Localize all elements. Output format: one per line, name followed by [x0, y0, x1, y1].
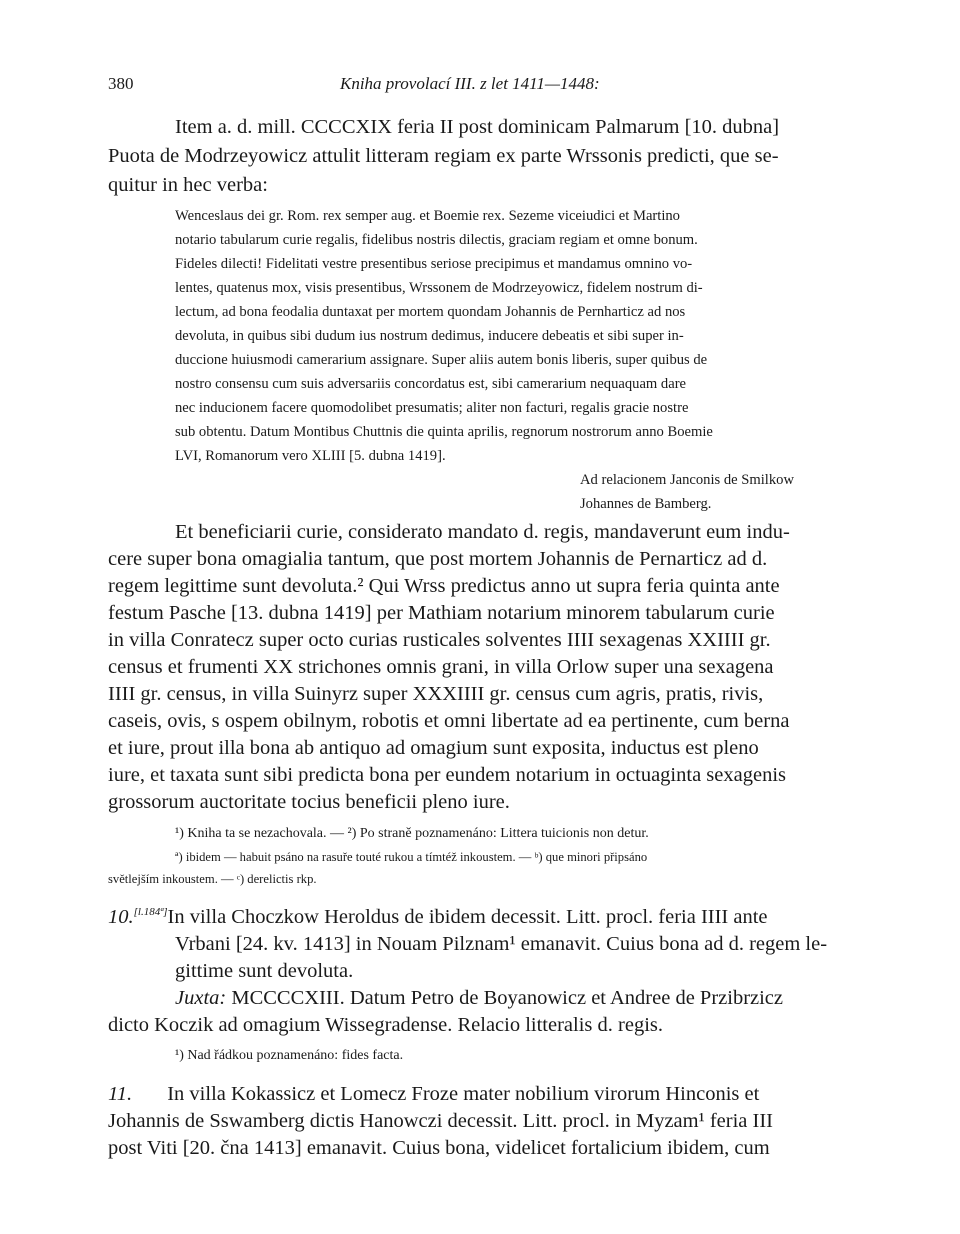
section-2-line-6: census et frumenti XX strichones omnis grani, in villa Orlow super una sexagena: [108, 656, 774, 678]
letter-line-4: lentes, quatenus mox, visis presentibus, Wrssonem de Modrzeyowicz, fidelem nostrum di-: [175, 280, 703, 296]
letter-line-9: nec inducionem facere quomodolibet presumatis; aliter non facturi, regalis gracie nostre: [175, 400, 689, 416]
section-1-line-2: Puota de Modrzeyowicz attulit litteram regiam ex parte Wrssonis predicti, que se-: [108, 145, 779, 167]
letter-line-11: LVI, Romanorum vero XLIII [5. dubna 1419].: [175, 448, 446, 464]
entry-10-text-1: In villa Choczkow Heroldus de ibidem decessit. Litt. procl. feria IIII ante: [167, 906, 768, 928]
section-2-line-11: grossorum auctoritate tocius beneficii pleno iure.: [108, 791, 510, 813]
footnote-1-line-2: ª) ibidem — habuit psáno na rasuře touté rukou a tímtéž inkoustem. — ᵇ) que minori připsáno: [175, 850, 648, 864]
section-2-line-3: regem legittime sunt devoluta.² Qui Wrss predictus anno ut supra feria quinta ante: [108, 575, 780, 597]
letter-line-3: Fideles dilecti! Fidelitati vestre presentibus seriose precipimus et mandamus omnino vo-: [175, 256, 693, 272]
section-2-line-10: iure, et taxata sunt sibi predicta bona per eundem notarium in octuaginta sexagenis: [108, 764, 786, 786]
section-2-line-1: Et beneficiarii curie, considerato mandato d. regis, mandaverunt eum indu-: [175, 521, 790, 543]
letter-line-7: duccione huiusmodi camerarium assignare. Super aliis autem bonis liberis, super quibus de: [175, 352, 708, 368]
juxta-line-2: dicto Koczik ad omagium Wissegradense. Relacio litteralis d. regis.: [108, 1014, 663, 1036]
letter-line-1: Wenceslaus dei gr. Rom. rex semper aug. et Boemie rex. Sezeme viceiudici et Martino: [175, 208, 680, 224]
footnote-1-line-1: ¹) Kniha ta se nezachovala. — ²) Po straně poznamenáno: Littera tuicionis non detur.: [175, 826, 649, 841]
relacio-line-1: Ad relacionem Janconis de Smilkow: [580, 472, 794, 488]
section-2-line-8: caseis, ovis, s ospem obilnym, robotis et omni libertate ad ea pertinente, cum berna: [108, 710, 790, 732]
juxta-line-1: [175, 987, 783, 1010]
letter-line-5: lectum, ad bona feodalia duntaxat per mortem quondam Johannis de Pernharticz ad nos: [175, 304, 686, 320]
entry-11-text-1: In villa Kokassicz et Lomecz Froze mater nobilium virorum Hinconis et: [167, 1083, 760, 1105]
entry-10-folio-ref: [l.184ª]: [133, 906, 168, 919]
section-2-line-5: in villa Conratecz super octo curias rusticales solventes IIII sexagenas XXIIII gr.: [108, 629, 771, 651]
footnote-1-line-3: světlejším inkoustem. — ᶜ) derelictis rkp.: [108, 872, 317, 886]
section-2-line-4: festum Pasche [13. dubna 1419] per Mathiam notarium minorem tabularum curie: [108, 602, 775, 624]
entry-10-line-2: Vrbani [24. kv. 1413] in Nouam Pilznam¹ emanavit. Cuius bona ad d. regem le-: [175, 933, 828, 955]
entry-11-number: 11.: [108, 1083, 133, 1105]
entry-10-line-3: gittime sunt devoluta.: [175, 960, 354, 982]
section-1-line-1: Item a. d. mill. CCCCXIX feria II post dominicam Palmarum [10. dubna]: [175, 116, 780, 138]
entry-11-line-2: Johannis de Sswamberg dictis Hanowczi decessit. Litt. procl. in Myzam¹ feria III: [108, 1110, 774, 1132]
juxta-text-1: MCCCCXIII. Datum Petro de Boyanowicz et Andree de Przibrzicz: [231, 987, 784, 1009]
juxta-label: Juxta:: [175, 987, 227, 1009]
section-2-line-9: et iure, prout illa bona ab antiquo ad omagium sunt exposita, inductus est pleno: [108, 737, 759, 759]
letter-line-2: notario tabularum curie regalis, fidelibus nostris dilectis, graciam regiam et omne bonum.: [175, 232, 698, 248]
entry-11-line-1: [108, 1083, 759, 1106]
running-title: Kniha provolací III. z let 1411—1448:: [340, 74, 600, 93]
letter-line-6: devoluta, in quibus sibi dudum ius nostrum dedimus, inducere debeatis et sibi super in-: [175, 328, 684, 344]
entry-10-number: 10.: [108, 906, 134, 928]
entry-10-footnote: ¹) Nad řádkou poznamenáno: fides facta.: [175, 1048, 404, 1063]
entry-10-line-1: [108, 906, 768, 929]
relacio-line-2: Johannes de Bamberg.: [580, 496, 712, 512]
letter-line-10: sub obtentu. Datum Montibus Chuttnis die quinta aprilis, regnorum nostrorum anno Boemie: [175, 424, 713, 440]
section-1-line-3: quitur in hec verba:: [108, 174, 268, 196]
entry-11-line-3: post Viti [20. čna 1413] emanavit. Cuius bona, videlicet fortalicium ibidem, cum: [108, 1137, 770, 1159]
section-2-line-2: cere super bona omagialia tantum, que post mortem Johannis de Pernarticz ad d.: [108, 548, 768, 570]
section-2-line-7: IIII gr. census, in villa Suinyrz super XXXIIII gr. census cum agris, pratis, rivis,: [108, 683, 764, 705]
page-number: 380: [108, 74, 134, 93]
letter-line-8: nostro consensu cum suis adversariis concordatus est, sibi camerarium nequaquam dare: [175, 376, 687, 392]
